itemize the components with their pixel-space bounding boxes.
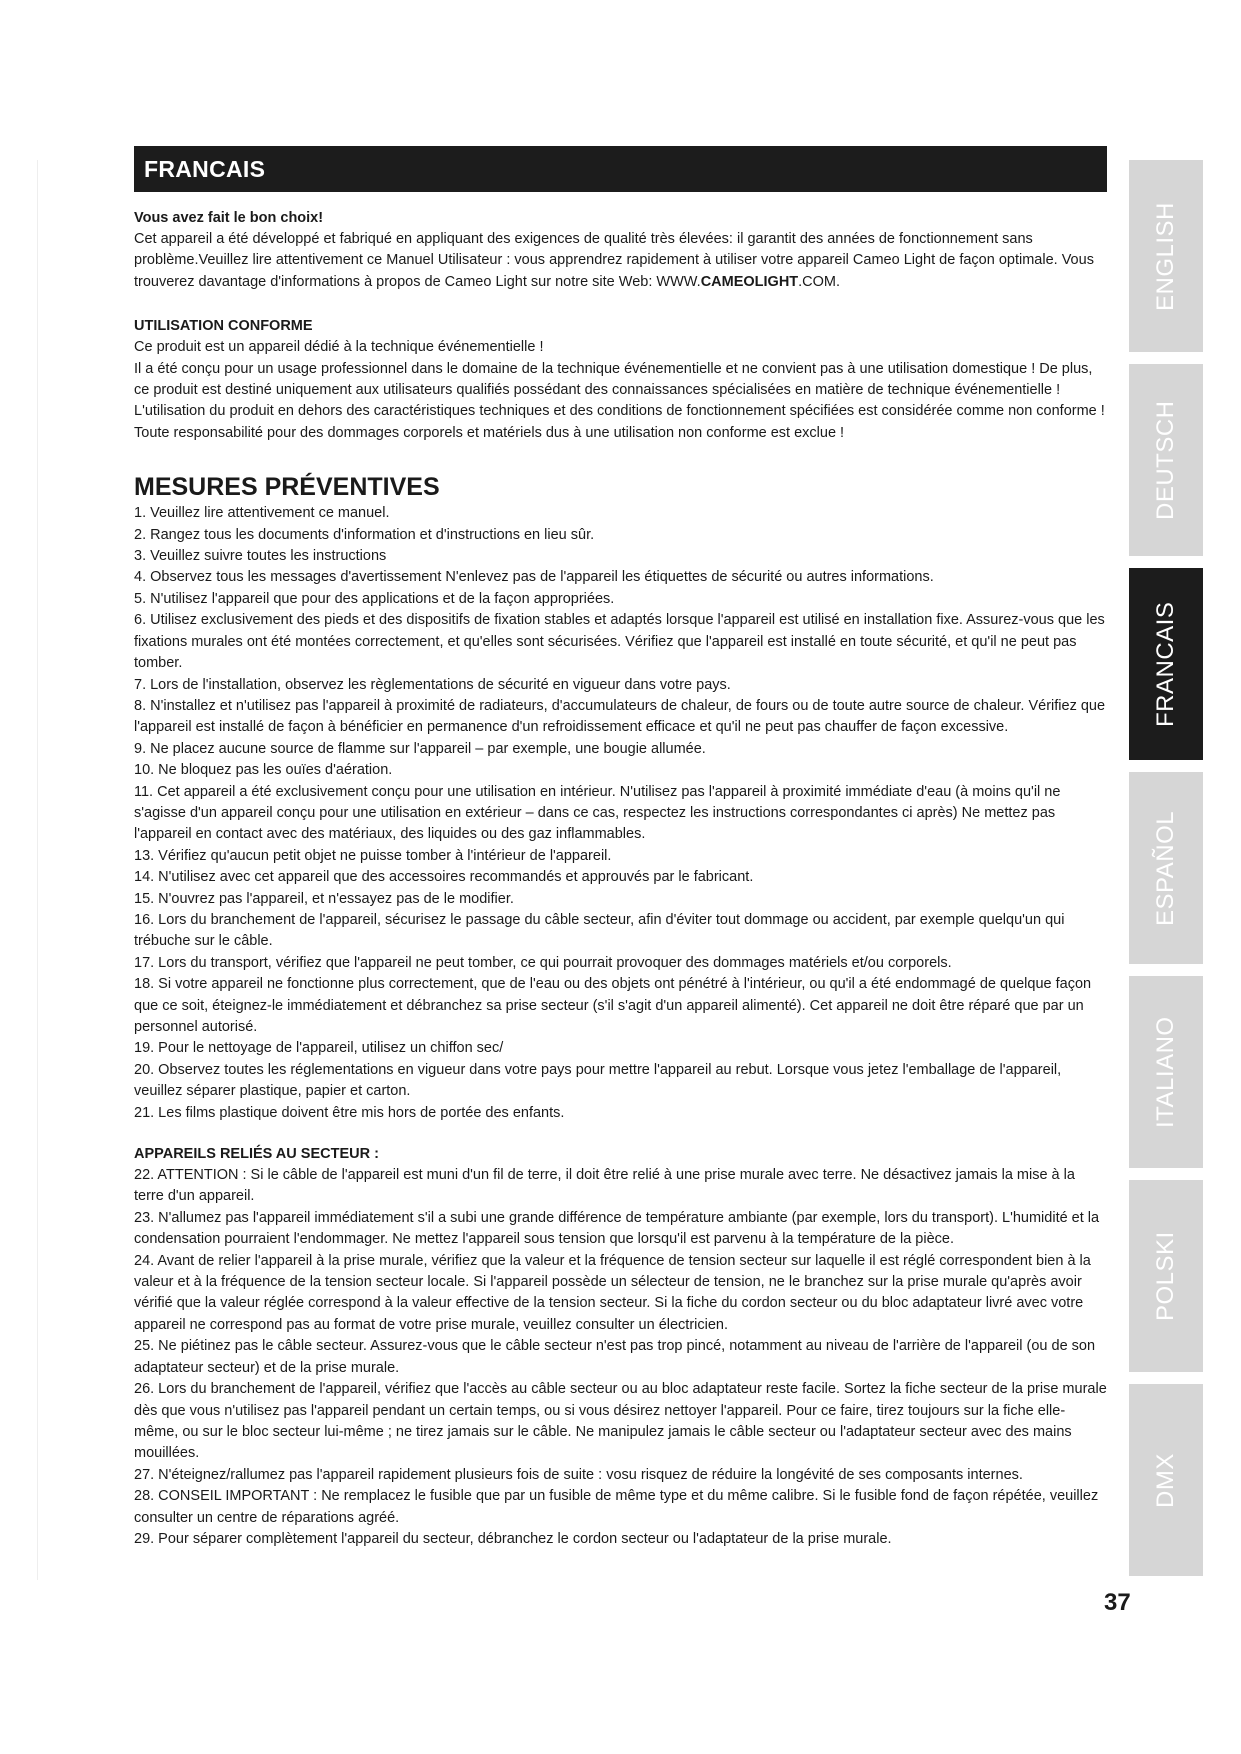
tab-deutsch-label: DEUTSCH [1152,400,1179,520]
list-item: 18. Si votre appareil ne fonctionne plus correctement, que de l'eau ou des objets ont pénétré à l'intérieur, ou qu'il a été endommagé de quelque façon que ce soit, éteignez-le immédiatement et débranchez sa prise secteur (s'il s'agit d'un appareil alimenté). Cet appareil ne doit être réparé que par un personnel autorisé. [134,976,1092,1035]
list-item: 7. Lors de l'installation, observez les règlementations de sécurité en vigueur dans votre pays. [134,676,731,693]
secteur-heading: APPAREILS RELIÉS AU SECTEUR : [134,1146,379,1163]
mesures-list [134,503,1107,1124]
intro-text: Cet appareil a été développé et fabriqué en appliquant des exigences de qualité très élevées: il garantit des années de fonctionnement sans problème.Veuillez lire attentivement ce Manuel Utilisateur : vous apprendrez rapidement à utiliser votre appareil Cameo Light de façon optimale. Vous trouverez davantage d'informations à propos de Cameo Light sur notre site Web: WWW.CAMEOLIGHT.COM. [134,231,1094,290]
list-item: 22. ATTENTION : Si le câble de l'appareil est muni d'un fil de terre, il doit être relié à une prise murale avec terre. Ne désactivez jamais la mise à la terre d'un appareil. [134,1167,1075,1205]
utilisation-paragraph: Toute responsabilité pour des dommages corporels et matériels dus à une utilisation non conforme est exclue ! [134,424,845,441]
list-item: 8. N'installez et n'utilisez pas l'appareil à proximité de radiateurs, d'accumulateurs de chaleur, de fours ou de toute autre source de chaleur. Vérifiez que l'appareil est installé de façon à bénéficier en permanence d'un refroidissement efficace et qu'il ne peut pas chauffer de façon excessive. [134,697,1106,736]
tab-italiano[interactable] [1129,976,1203,1168]
mesures-heading: MESURES PRÉVENTIVES [134,473,440,502]
utilisation-paragraph: Ce produit est un appareil dédié à la technique événementielle ! [134,339,544,356]
list-item: 20. Observez toutes les réglementations en vigueur dans votre pays pour mettre l'appareil au rebut. Lorsque vous jetez l'emballage de l'appareil, veuillez séparer plastique, papier et carton. [134,1061,1062,1100]
tab-francais[interactable] [1129,568,1203,760]
intro-block [134,208,1107,293]
list-item: 6. Utilisez exclusivement des pieds et des dispositifs de fixation stables et adaptés lorsque l'appareil est utilisé en installation fixe. Assurez-vous que les fixations murales ont été montées correctement, et qu'elles sont sécurisées. Vérifiez que l'appareil est installé en toute sécurité, et qu'il ne peut pas tomber. [134,612,1105,672]
intro-lead: Vous avez fait le bon choix! [134,210,324,226]
list-item: 24. Avant de relier l'appareil à la prise murale, vérifiez que la valeur et la fréquence de tension secteur sur laquelle il est réglé correspondent bien à la valeur et à la fréquence de la tension secteur locale. Si l'appareil possède un sélecteur de tension, ne le branchez sur la prise murale qu'après avoir vérifié que la valeur réglée correspond à la valeur effective de la tension secteur. Si la fiche du cordon secteur ou du bloc adaptateur livré avec votre appareil ne correspond pas au format de votre prise murale, veuillez consulter un électricien. [134,1252,1091,1333]
list-item: 1. Veuillez lire attentivement ce manuel. [134,505,390,522]
list-item: 27. N'éteignez/rallumez pas l'appareil rapidement plusieurs fois de suite : vosu risquez de réduire la longévité de ses composants internes. [134,1466,1023,1483]
web-prefix: WWW. [656,273,701,290]
list-item: 29. Pour séparer complètement l'appareil du secteur, débranchez le cordon secteur ou l'adaptateur de la prise murale. [134,1530,892,1547]
list-item: 9. Ne placez aucune source de flamme sur l'appareil – par exemple, une bougie allumée. [134,740,706,757]
list-item: 13. Vérifiez qu'aucun petit objet ne puisse tomber à l'intérieur de l'appareil. [134,847,612,864]
list-item: 21. Les films plastique doivent être mis hors de portée des enfants. [134,1104,565,1121]
list-item: 25. Ne piétinez pas le câble secteur. Assurez-vous que le câble secteur n'est pas trop pincé, notamment au niveau de l'arrière de l'appareil (ou de son adaptateur secteur) et de la prise murale. [134,1338,1096,1376]
list-item: 28. CONSEIL IMPORTANT : Ne remplacez le fusible que par un fusible de même type et du même calibre. Si le fusible fond de façon répétée, veuillez consulter un centre de réparations agréé. [134,1488,1099,1526]
list-item: 26. Lors du branchement de l'appareil, vérifiez que l'accès au câble secteur ou au bloc adaptateur reste facile. Sortez la fiche secteur de la prise murale dès que vous n'utilisez pas l'appareil pendant un certain temps, ou si vous désirez nettoyer l'appareil. Pour ce faire, tirez toujours sur la fiche elle-même, ou sur le bloc secteur lui-même ; ne tirez jamais sur le câble. Ne manipulez jamais le câble secteur ou l'adaptateur secteur avec des mains mouillées. [134,1381,1107,1462]
list-item: 5. N'utilisez l'appareil que pour des applications et de la façon appropriées. [134,590,615,607]
list-item: 17. Lors du transport, vérifiez que l'appareil ne peut tomber, ce qui pourrait provoquer des dommages matériels et/ou corporels. [134,954,952,971]
section-title: FRANCAIS [134,146,1107,192]
tab-italiano-label: ITALIANO [1152,1016,1179,1128]
list-item: 14. N'utilisez avec cet appareil que des accessoires recommandés et approuvés par le fabricant. [134,869,754,886]
web-brand: CAMEOLIGHT [700,273,799,290]
tab-polski-label: POLSKI [1152,1231,1179,1321]
utilisation-block [134,337,1107,444]
web-suffix: .COM. [798,273,841,290]
margin-rule [37,160,38,1580]
list-item: 2. Rangez tous les documents d'information et d'instructions en lieu sûr. [134,526,595,543]
list-item: 23. N'allumez pas l'appareil immédiatement s'il a subi une grande différence de température ambiante (par exemple, lors du transport). L'humidité et la condensation pourraient l'endommager. Ne mettez l'appareil sous tension que lorsqu'il est parvenu à la température de la pièce. [134,1209,1100,1248]
list-item: 19. Pour le nettoyage de l'appareil, utilisez un chiffon sec/ [134,1040,504,1057]
page-number: 37 [1104,1589,1131,1616]
tab-english-label: ENGLISH [1152,201,1179,311]
secteur-list [134,1165,1107,1550]
utilisation-paragraph: L'utilisation du produit en dehors des caractéristiques techniques et des conditions de fonctionnement spécifiées est considérée comme non conforme ! [134,403,1105,420]
tab-polski[interactable] [1129,1180,1203,1372]
tab-espanol-label: ESPAÑOL [1152,810,1179,926]
list-item: 3. Veuillez suivre toutes les instructions [134,548,387,565]
list-item: 15. N'ouvrez pas l'appareil, et n'essayez pas de le modifier. [134,890,514,907]
page-content [134,146,1107,1550]
list-item: 16. Lors du branchement de l'appareil, sécurisez le passage du câble secteur, afin d'éviter tout dommage ou accident, par exemple quelqu'un qui trébuche sur le câble. [134,911,1065,950]
tab-espanol[interactable] [1129,772,1203,964]
utilisation-paragraph: Il a été conçu pour un usage professionnel dans le domaine de la technique événementielle et ne convient pas à une utilisation domestique ! De plus, ce produit est destiné uniquement aux utilisateurs qualifiés possédant des connaissances spécialisées en matière de technique événementielle ! [134,360,1093,399]
utilisation-heading: UTILISATION CONFORME [134,318,313,335]
tab-english[interactable] [1129,160,1203,352]
list-item: 11. Cet appareil a été exclusivement conçu pour une utilisation en intérieur. N'utilisez pas l'appareil à proximité immédiate d'eau (à moins qu'il ne s'agisse d'un appareil conçu pour une utilisation en extérieur – dans ce cas, respectez les instructions correspondantes ci après) Ne mettez pas l'appareil en contact avec des matériaux, des liquides ou des gaz inflammables. [134,783,1061,843]
tab-dmx[interactable] [1129,1384,1203,1576]
list-item: 10. Ne bloquez pas les ouïes d'aération. [134,762,393,779]
tab-francais-label: FRANCAIS [1152,601,1179,727]
list-item: 4. Observez tous les messages d'avertissement N'enlevez pas de l'appareil les étiquettes de sécurité ou autres informations. [134,569,934,586]
tab-dmx-label: DMX [1152,1452,1179,1508]
tab-deutsch[interactable] [1129,364,1203,556]
